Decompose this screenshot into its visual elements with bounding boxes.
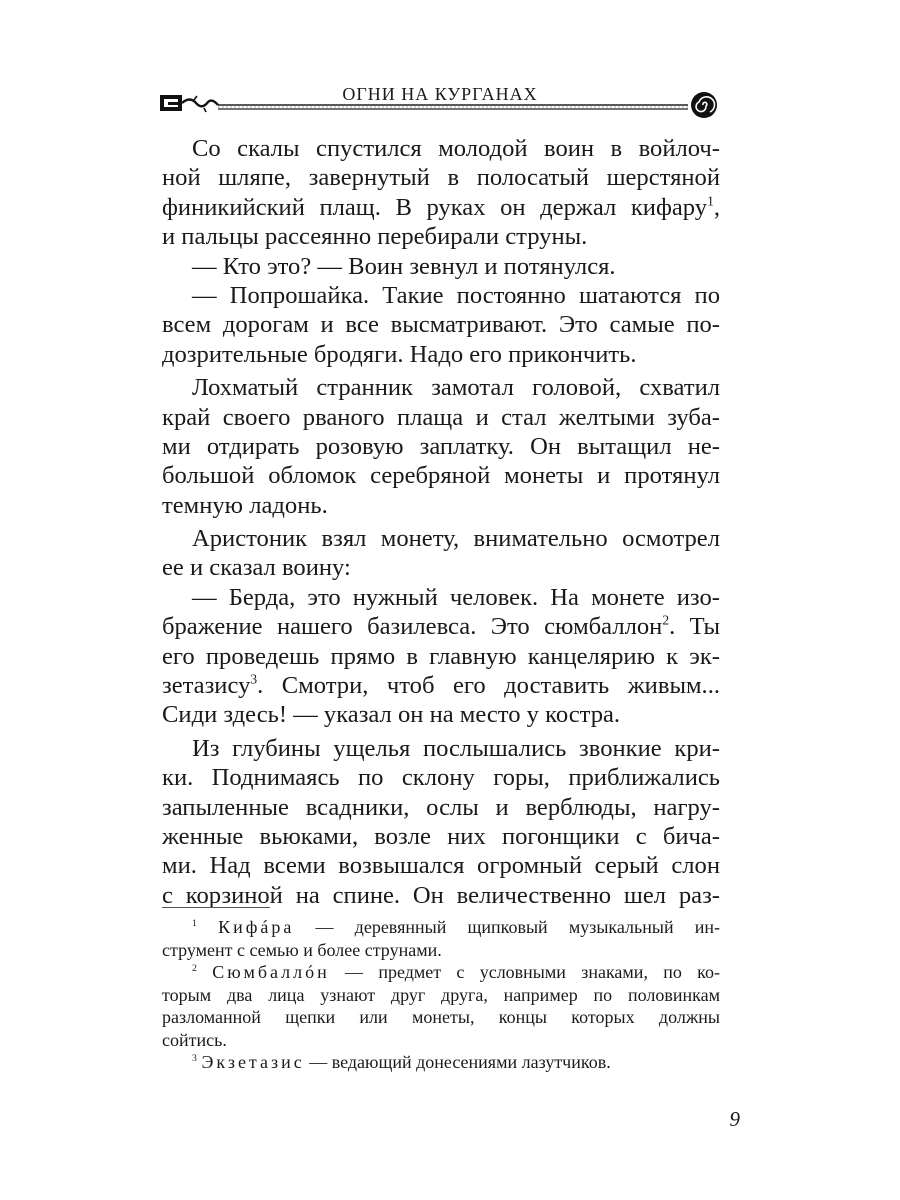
footnote-term: Сюмбаллóн (212, 962, 330, 982)
footnote-number: 1 (192, 918, 197, 930)
text-line (162, 193, 720, 222)
text-line: женные вьюками, возле них погонщики с бича- (162, 822, 720, 850)
text-line: его проведешь прямо в главную канцелярию к эк- (162, 642, 720, 670)
text-line: с корзиной на спине. Он величественно шел раз- (162, 881, 720, 909)
footnote-2-cont: торым два лица узнают друг друга, например по половинкам (162, 984, 720, 1005)
text-fragment: . Смотри, чтоб его доставить живым... (257, 672, 720, 700)
text-line: — Кто это? — Воин зевнул и потянулся. (192, 252, 616, 280)
footnotes (162, 916, 720, 1074)
header-title: ОГНИ НА КУРГАНАХ (342, 84, 538, 104)
text-line: и пальцы рассеянно перебирали струны. (162, 223, 588, 251)
footnote-term: Экзетазис (201, 1052, 305, 1072)
text-fragment: зетазису (162, 672, 251, 700)
text-line: ми. Над всеми возвышался огромный серый слон (162, 852, 720, 880)
footnote-ref-1: 1 (707, 193, 714, 209)
footnote-2-cont: сойтись. (162, 1029, 227, 1050)
footnote-3 (162, 1051, 720, 1074)
footnote-text: — предмет с условными знаками, по ко- (329, 962, 720, 982)
text-line: — Попрошайка. Такие постоянно шатаются по (192, 281, 720, 309)
page-number: 9 (729, 1107, 740, 1131)
text-line: запыленные всадники, ослы и верблюды, нагру- (162, 793, 720, 821)
text-line: большой обломок серебряной монеты и протянул (162, 462, 720, 490)
text-line (162, 612, 720, 641)
text-line: Из глубины ущелья послышались звонкие кри- (192, 734, 720, 762)
footnote-text: — ведающий донесениями лазутчиков. (304, 1052, 611, 1072)
main-text (162, 134, 720, 910)
text-line: Аристоник взял монету, внимательно осмотрел (192, 525, 720, 553)
footnote-number: 3 (192, 1053, 197, 1065)
text-line: темную ладонь. (162, 491, 328, 519)
running-header (160, 78, 720, 122)
text-fragment: . Ты (669, 613, 720, 641)
footnote-ref-3: 3 (250, 671, 258, 687)
text-line (162, 671, 720, 700)
footnote-2-cont: разломанной щепки или монеты, концы которых должны (162, 1007, 720, 1027)
text-line: ми отдирать розовую заплатку. Он вытащил не- (162, 432, 720, 460)
text-line: дозрительные бродяги. Надо его прикончить. (162, 340, 637, 368)
footnote-term: Кифáра (218, 917, 295, 937)
text-line: — Берда, это нужный человек. На монете изо- (192, 583, 720, 611)
text-line: ки. Поднимаясь по склону горы, приближались (162, 764, 720, 792)
footnote-divider (162, 907, 270, 908)
footnote-1-cont: струмент с семью и более струнами. (162, 939, 442, 960)
footnote-1 (162, 916, 720, 939)
footnote-ref-2: 2 (662, 612, 670, 628)
text-line: край своего рваного плаща и стал желтыми зуба- (162, 403, 720, 431)
text-fragment: , (713, 193, 720, 221)
footnote-2 (162, 961, 720, 984)
text-line: ее и сказал воину: (162, 554, 351, 582)
text-fragment: бражение нашего базилевса. Это сюмбаллон (162, 613, 663, 641)
footnote-number: 2 (192, 963, 197, 975)
text-line: Со скалы спустился молодой воин в войлоч- (192, 135, 720, 162)
text-line: Сиди здесь! — указал он на место у костра. (162, 701, 621, 729)
text-line: ной шляпе, завернутый в полосатый шерстяной (162, 164, 720, 192)
text-line: всем дорогам и все высматривают. Это самые по- (162, 311, 720, 339)
text-line: Лохматый странник замотал головой, схватил (192, 374, 720, 402)
text-fragment: финикийский плащ. В руках он держал кифару (162, 193, 708, 221)
footnote-text: — деревянный щипковый музыкальный ин- (294, 917, 720, 937)
